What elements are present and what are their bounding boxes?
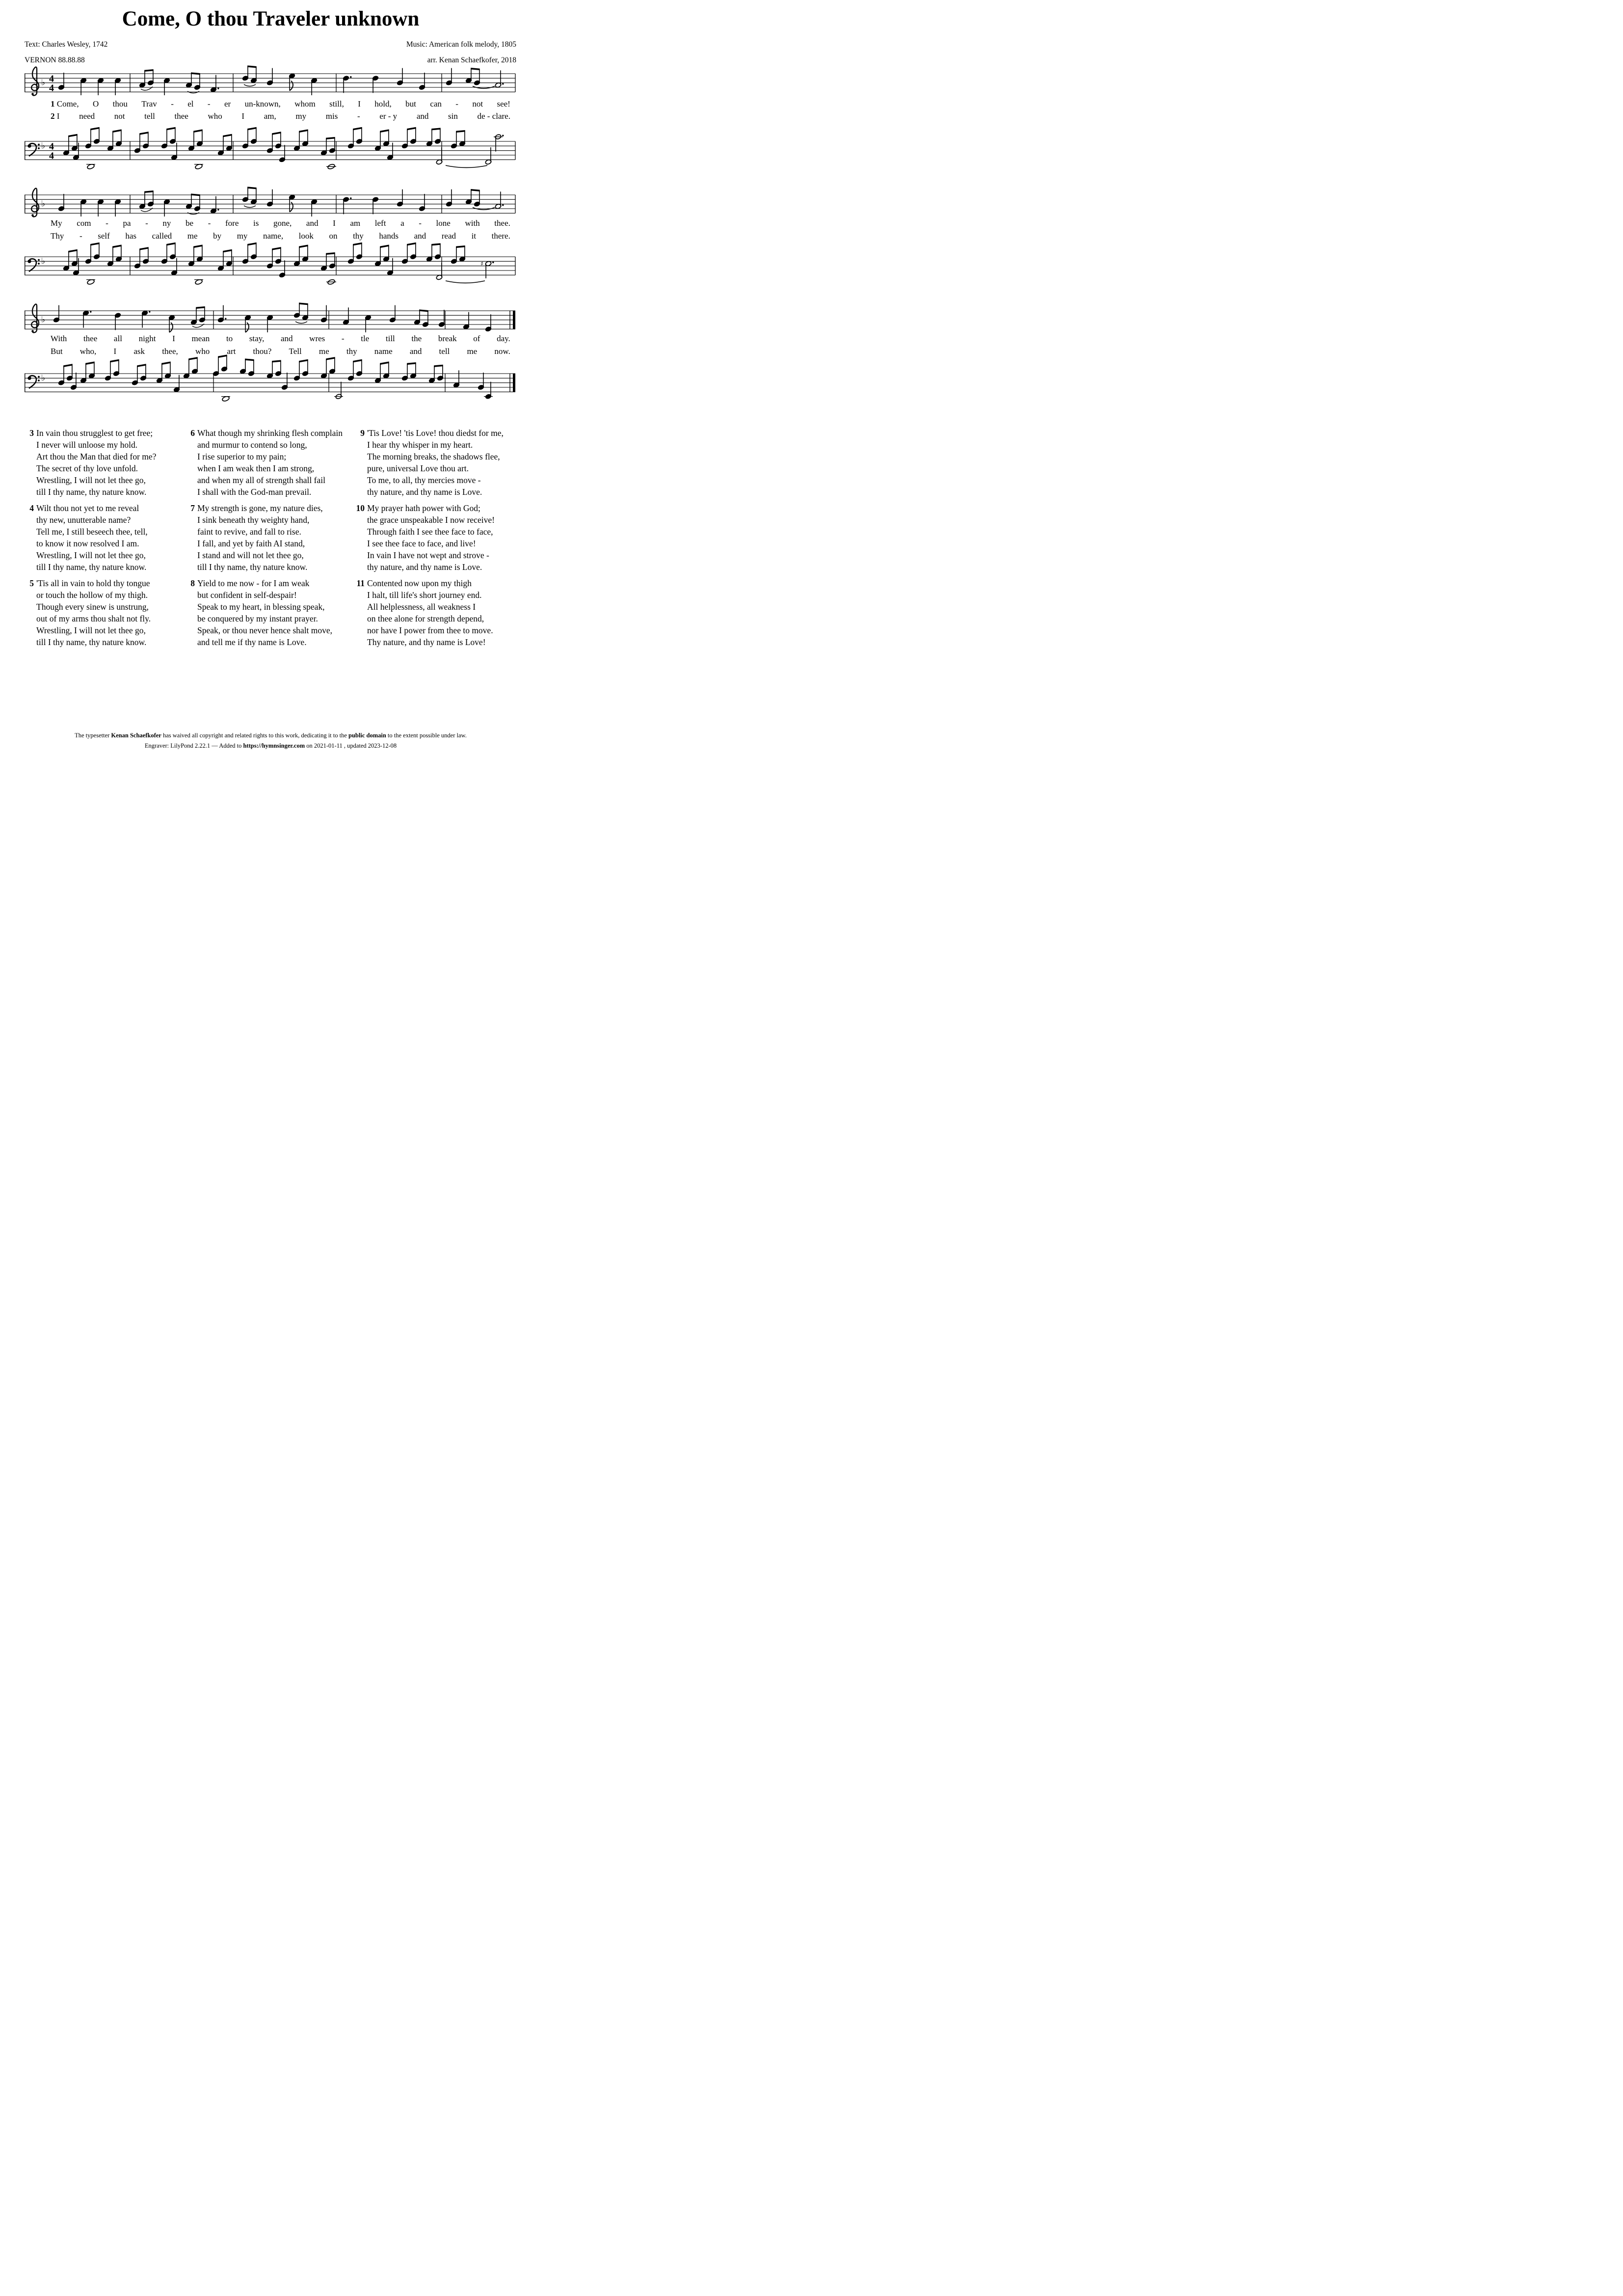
lyric-syllable: I xyxy=(333,218,336,228)
lyric-syllable: who xyxy=(208,111,222,121)
svg-text:♭: ♭ xyxy=(41,199,46,209)
footer-line-1 xyxy=(0,730,541,741)
lyric-syllable: to xyxy=(226,334,233,343)
verse-line: and murmur to contend so long, xyxy=(197,440,307,450)
text-credit: Text: Charles Wesley, 1742 xyxy=(25,40,108,49)
lyric-syllable: with xyxy=(465,218,480,228)
verse-line: on thee alone for strength depend, xyxy=(367,614,484,623)
verse-line: I shall with the God-man prevail. xyxy=(197,487,312,497)
lyric-syllable: and xyxy=(416,111,429,121)
verse-line: Wrestling, I will not let thee go, xyxy=(36,550,146,560)
verse-line: thy nature, and thy name is Love. xyxy=(367,487,482,497)
arranger-credit: arr. Kenan Schaefkofer, 2018 xyxy=(427,56,516,64)
verse-line: Art thou the Man that died for me? xyxy=(36,452,157,461)
verse-line: Speak to my heart, in blessing speak, xyxy=(197,602,325,612)
lyric-syllable: lone xyxy=(436,218,451,228)
verse-number: 6 xyxy=(190,428,195,438)
flat-icon xyxy=(41,373,45,383)
verse-number: 3 xyxy=(29,428,34,438)
lyric-syllable: all xyxy=(113,334,122,343)
lyric-syllable: my xyxy=(295,111,307,121)
verse-line: Wrestling, I will not let thee go, xyxy=(36,625,146,635)
footer-text: to the extent possible under law. xyxy=(386,732,467,739)
tune-name: VERNON 88.88.88 xyxy=(25,56,85,64)
verse-7 xyxy=(185,502,350,573)
verse-column-1 xyxy=(24,427,186,652)
verse-line: but confident in self-despair! xyxy=(197,590,297,600)
lyric-syllable: self xyxy=(98,231,110,241)
verse-line: till I thy name, thy nature know. xyxy=(36,562,147,572)
verse-line: Wilt thou not yet to me reveal xyxy=(36,503,139,513)
verse-line: In vain I have not wept and strove - xyxy=(367,550,489,560)
lyric-syllable: tle xyxy=(361,334,370,343)
lyric-syllable: pa xyxy=(123,218,131,228)
verse-number: 9 xyxy=(360,428,365,438)
svg-text:♯: ♯ xyxy=(480,260,484,268)
lyric-syllable: me xyxy=(319,347,329,356)
lyric-syllable: by xyxy=(213,231,222,241)
footer-text: Engraver: LilyPond 2.22.1 — Added to xyxy=(144,742,243,749)
verse-line: I fall, and yet by faith AI stand, xyxy=(197,539,305,548)
lyric-syllable: - xyxy=(207,99,211,108)
lyric-syllable: gone, xyxy=(273,218,292,228)
verse-number: 5 xyxy=(29,578,34,588)
lyric-syllable: - xyxy=(171,99,174,108)
verse-line: till I thy name, thy nature know. xyxy=(197,562,308,572)
verse-line: In vain thou strugglest to get free; xyxy=(36,428,153,438)
lyric-syllable: is xyxy=(253,218,259,228)
lyric-syllable: er - y xyxy=(379,111,398,121)
footer-text: The typesetter xyxy=(75,732,111,739)
verse-number: 11 xyxy=(356,578,365,588)
verse-line: thy nature, and thy name is Love. xyxy=(367,562,482,572)
lyric-syllable: mis xyxy=(325,111,338,121)
verse-line: I hear thy whisper in my heart. xyxy=(367,440,473,450)
lyric-syllable: Tell xyxy=(289,347,302,356)
f-clef-icon xyxy=(27,259,40,271)
verse-line: out of my arms thou shalt not fly. xyxy=(36,614,151,623)
verse-line: faint to revive, and fall to rise. xyxy=(197,527,301,537)
lyric-syllable: read xyxy=(441,231,456,241)
lyric-syllable: called xyxy=(152,231,172,241)
credits-row xyxy=(25,40,516,49)
lyric-syllable: but xyxy=(405,99,416,108)
svg-text:4: 4 xyxy=(49,73,54,84)
lyric-syllable: not xyxy=(472,99,483,108)
lyric-syllable: who xyxy=(195,347,210,356)
lyric-syllable: a xyxy=(400,218,404,228)
lyric-syllable: - xyxy=(341,334,345,343)
music-credit: Music: American folk melody, 1805 xyxy=(406,40,516,49)
lyric-syllable: stay, xyxy=(249,334,265,343)
lyric-syllable: tell xyxy=(144,111,155,121)
footer-emphasis: Kenan Schaefkofer xyxy=(111,732,161,739)
lyric-syllable: night xyxy=(138,334,156,343)
svg-text:4: 4 xyxy=(49,141,54,152)
lyric-syllable: With xyxy=(51,334,67,343)
lyric-syllable: whom xyxy=(294,99,316,108)
lyric-syllable: hold, xyxy=(374,99,392,108)
verse-line: when I am weak then I am strong, xyxy=(197,463,315,473)
footer-line-2 xyxy=(0,741,541,751)
lyric-syllable: the xyxy=(411,334,422,343)
g-clef-icon xyxy=(31,189,39,217)
lyric-syllable: thee xyxy=(83,334,98,343)
bass-staff-system-1 xyxy=(25,127,515,176)
lyric-syllable: thee, xyxy=(162,347,178,356)
verse-number: 7 xyxy=(190,503,195,513)
verse-line: 'Tis Love! 'tis Love! thou diedst for me, xyxy=(367,428,504,438)
verse-line: My prayer hath power with God; xyxy=(367,503,480,513)
verse-line: thy new, unutterable name? xyxy=(36,515,131,525)
flat-icon xyxy=(41,315,45,325)
lyric-syllable: name, xyxy=(263,231,284,241)
lyric-syllable: ask xyxy=(133,347,145,356)
verse-line: Contented now upon my thigh xyxy=(367,578,472,588)
lyric-syllable: thy xyxy=(353,231,364,241)
verse-9 xyxy=(354,427,516,498)
lyric-syllable: day. xyxy=(497,334,510,343)
lyric-syllable: name xyxy=(374,347,393,356)
verse-line: What though my shrinking flesh complain xyxy=(197,428,343,438)
lyric-syllable: 2 I xyxy=(51,111,60,121)
lyric-syllable: com xyxy=(77,218,91,228)
lyric-syllable: and xyxy=(409,347,422,356)
footer-emphasis: https://hymnsinger.com xyxy=(243,742,305,749)
verse-line: The secret of thy love unfold. xyxy=(36,463,138,473)
lyric-syllable: - xyxy=(419,218,422,228)
lyrics-system-1-verse-line-1 xyxy=(51,99,510,109)
lyric-syllable: see! xyxy=(497,99,510,108)
lyric-syllable: - xyxy=(106,218,108,228)
lyric-syllable: I xyxy=(113,347,117,356)
footer-emphasis: public domain xyxy=(348,732,386,739)
verse-line: Though every sinew is unstrung, xyxy=(36,602,149,612)
lyric-syllable: who, xyxy=(80,347,97,356)
verse-line: till I thy name, thy nature know. xyxy=(36,637,147,647)
verse-number: 8 xyxy=(190,578,195,588)
verse-line: be conquered by my instant prayer. xyxy=(197,614,318,623)
lyric-syllable: thou? xyxy=(253,347,272,356)
lyric-syllable: can xyxy=(430,99,442,108)
lyric-syllable: my xyxy=(237,231,248,241)
verse-line: till I thy name, thy nature know. xyxy=(36,487,147,497)
lyric-syllable: wres xyxy=(309,334,325,343)
lyric-syllable: there. xyxy=(491,231,510,241)
verse-column-3 xyxy=(354,427,516,652)
verse-10 xyxy=(354,502,516,573)
verse-5 xyxy=(24,577,186,648)
lyric-syllable: fore xyxy=(225,218,239,228)
verse-line: Yield to me now - for I am weak xyxy=(197,578,310,588)
lyric-syllable: ny xyxy=(162,218,171,228)
lyric-syllable: - xyxy=(79,231,82,241)
lyric-syllable: I xyxy=(241,111,245,121)
lyric-syllable: of xyxy=(473,334,480,343)
flat-icon xyxy=(41,141,45,151)
footer-text: has waived all copyright and related rights to this work, dedicating it to the xyxy=(161,732,349,739)
lyric-syllable: sin xyxy=(448,111,458,121)
footer-text: on 2021-01-11 , updated 2023-12-08 xyxy=(305,742,397,749)
lyric-syllable: on xyxy=(329,231,338,241)
lyrics-system-2-verse-line-1 xyxy=(51,218,510,228)
verse-line: and tell me if thy name is Love. xyxy=(197,637,307,647)
svg-text:4: 4 xyxy=(49,82,54,94)
verse-line: I see thee face to face, and live! xyxy=(367,539,476,548)
lyric-syllable: thou xyxy=(112,99,128,108)
lyric-syllable: thy xyxy=(346,347,357,356)
f-clef-icon xyxy=(27,143,40,156)
lyric-syllable: be xyxy=(186,218,194,228)
lyric-syllable: now. xyxy=(494,347,510,356)
verse-line: Speak, or thou never hence shalt move, xyxy=(197,625,333,635)
lyric-syllable: need xyxy=(79,111,95,121)
lyric-syllable: tell xyxy=(439,347,450,356)
lyric-syllable: and xyxy=(414,231,426,241)
verse-line: the grace unspeakable I now receive! xyxy=(367,515,495,525)
lyric-syllable: break xyxy=(438,334,457,343)
verse-line: 'Tis all in vain to hold thy tongue xyxy=(36,578,150,588)
lyric-syllable: - xyxy=(208,218,211,228)
verse-number: 4 xyxy=(29,503,34,513)
sheet-music-page xyxy=(0,0,541,765)
flat-icon xyxy=(41,78,45,88)
verse-8 xyxy=(185,577,350,648)
verse-line: to know it now resolved I am. xyxy=(36,539,139,548)
time-signature xyxy=(49,141,54,162)
time-signature xyxy=(49,74,54,94)
verse-line: To me, to all, thy mercies move - xyxy=(367,475,481,485)
verse-line: My strength is gone, my nature dies, xyxy=(197,503,323,513)
lyric-syllable: has xyxy=(125,231,137,241)
verse-line: and when my all of strength shall fail xyxy=(197,475,325,485)
lyric-syllable: Thy xyxy=(51,231,64,241)
lyric-syllable: till xyxy=(385,334,395,343)
svg-text:♭: ♭ xyxy=(41,373,46,383)
hymn-title: Come, O thou Traveler unknown xyxy=(122,7,420,30)
svg-text:♭: ♭ xyxy=(41,141,46,151)
lyric-syllable: and xyxy=(306,218,319,228)
lyric-syllable: am, xyxy=(264,111,276,121)
verse-line: I sink beneath thy weighty hand, xyxy=(197,515,310,525)
lyric-syllable: - xyxy=(357,111,360,121)
lyric-syllable: me xyxy=(467,347,478,356)
verse-line: or touch the hollow of my thigh. xyxy=(36,590,148,600)
lyric-syllable: O xyxy=(93,99,99,108)
lyric-syllable: I xyxy=(172,334,175,343)
verse-line: Tell me, I still beseech thee, tell, xyxy=(36,527,148,537)
lyric-syllable: hands xyxy=(379,231,399,241)
verse-line: All helplessness, all weakness I xyxy=(367,602,476,612)
lyric-syllable: left xyxy=(374,218,386,228)
verse-column-2 xyxy=(185,427,350,652)
lyric-syllable: But xyxy=(51,347,63,356)
verse-line: I halt, till life's short journey end. xyxy=(367,590,482,600)
g-clef-icon xyxy=(31,304,39,333)
flat-icon xyxy=(41,199,45,209)
verse-4 xyxy=(24,502,186,573)
lyric-syllable: 1 Come, xyxy=(51,99,79,108)
lyric-syllable: am xyxy=(350,218,361,228)
verse-line: Through faith I see thee face to face, xyxy=(367,527,493,537)
verse-line: Thy nature, and thy name is Love! xyxy=(367,637,486,647)
lyric-syllable: thee xyxy=(174,111,188,121)
lyric-syllable: thee. xyxy=(494,218,510,228)
lyric-syllable: I xyxy=(358,99,361,108)
lyrics-system-3-verse-line-1 xyxy=(51,334,510,344)
svg-text:♭: ♭ xyxy=(41,256,46,267)
lyric-syllable: look xyxy=(298,231,314,241)
lyric-syllable: er xyxy=(224,99,231,108)
svg-text:♭: ♭ xyxy=(41,315,46,325)
verse-line: I rise superior to my pain; xyxy=(197,452,287,461)
lyric-syllable: it xyxy=(471,231,477,241)
footer xyxy=(0,730,541,751)
verse-11 xyxy=(354,577,516,648)
lyric-syllable: - xyxy=(455,99,458,108)
verse-6 xyxy=(185,427,350,498)
svg-text:♭: ♭ xyxy=(41,78,46,88)
g-clef-icon xyxy=(31,67,39,96)
svg-text:4: 4 xyxy=(49,150,54,162)
verse-line: I stand and will not let thee go, xyxy=(197,550,304,560)
lyric-syllable: me xyxy=(187,231,198,241)
bass-staff-system-2 xyxy=(25,242,515,291)
lyric-syllable: - xyxy=(145,218,148,228)
f-clef-icon xyxy=(27,376,40,388)
verse-line: Wrestling, I will not let thee go, xyxy=(36,475,146,485)
verse-line: pure, universal Love thou art. xyxy=(367,463,469,473)
lyrics-system-3-verse-line-2 xyxy=(51,347,510,356)
lyric-syllable: un-known, xyxy=(244,99,281,108)
lyrics-system-2-verse-line-2 xyxy=(51,231,510,241)
verse-line: The morning breaks, the shadows flee, xyxy=(367,452,500,461)
lyric-syllable: My xyxy=(51,218,62,228)
bass-staff-system-3 xyxy=(25,359,515,408)
verse-number: 10 xyxy=(356,503,365,513)
verse-line: nor have I power from thee to move. xyxy=(367,625,493,635)
flat-icon xyxy=(41,256,45,266)
lyric-syllable: mean xyxy=(191,334,210,343)
lyric-syllable: art xyxy=(227,347,236,356)
lyric-syllable: el xyxy=(187,99,194,108)
lyric-syllable: and xyxy=(280,334,293,343)
lyric-syllable: Trav xyxy=(141,99,157,108)
lyric-syllable: de - clare. xyxy=(477,111,510,121)
lyrics-system-1-verse-line-2 xyxy=(51,111,510,121)
verse-3 xyxy=(24,427,186,498)
lyric-syllable: still, xyxy=(329,99,344,108)
verse-line: I never will unloose my hold. xyxy=(36,440,138,450)
lyric-syllable: not xyxy=(114,111,125,121)
